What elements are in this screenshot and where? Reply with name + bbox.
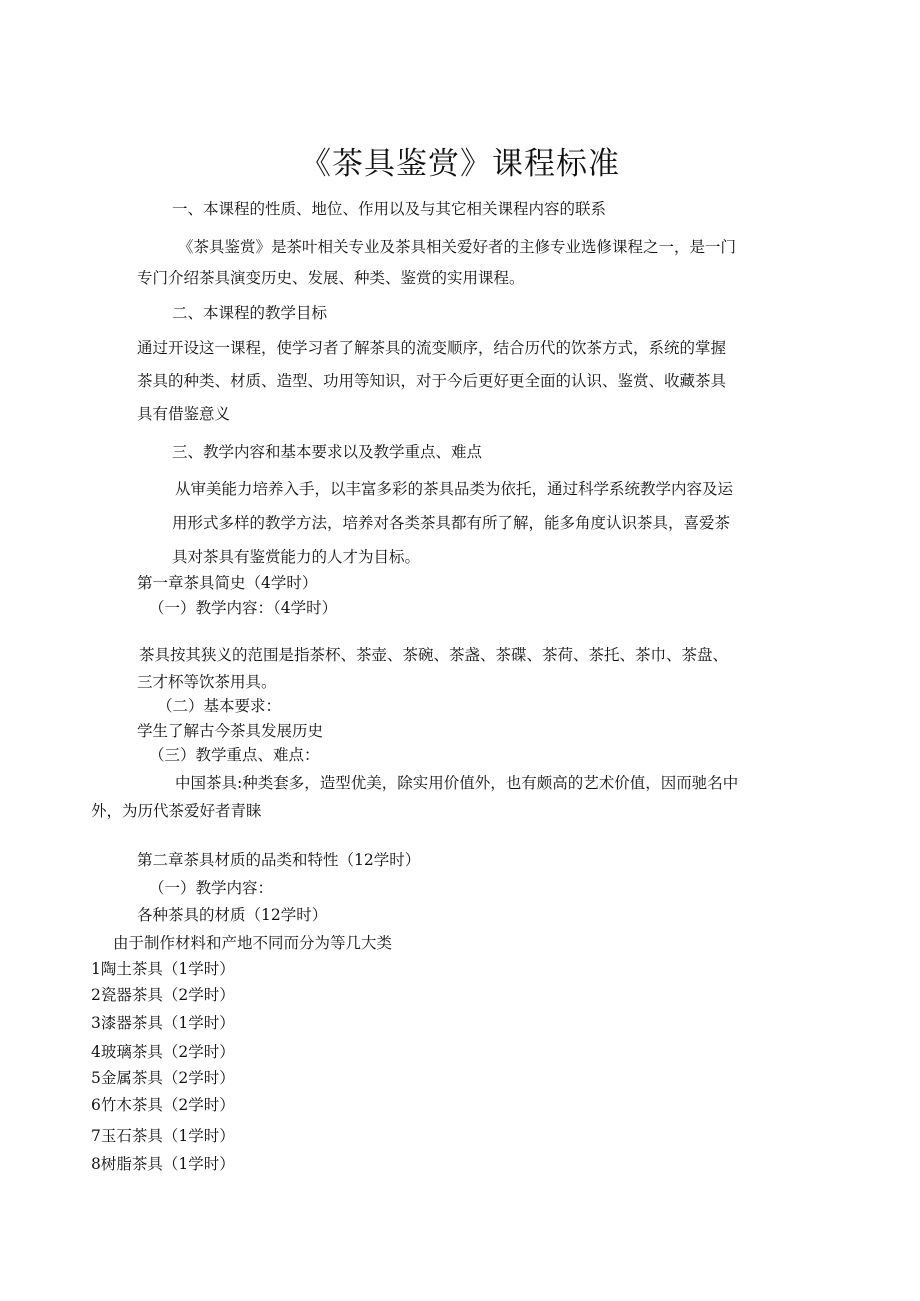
chapter1-requirement: 学生了解古今茶具发展历史 — [137, 722, 324, 740]
chapter2-heading: 第二章茶具材质的品类和特性（12学时） — [137, 851, 421, 869]
material-list-item: 5金属茶具（2学时） — [91, 1069, 235, 1087]
chapter1-content-line: 三才杯等饮茶用具。 — [137, 673, 277, 691]
material-list-item: 1陶土茶具（1学时） — [91, 960, 235, 978]
chapter2-intro: 由于制作材料和产地不同而分为等几大类 — [113, 934, 393, 952]
section2-body-line: 茶具的种类、材质、造型、功用等知识，对于今后更好更全面的认识、鉴赏、收藏茶具 — [137, 372, 727, 390]
document-title: 《茶具鉴赏》课程标准 — [300, 146, 620, 182]
section3-body-line: 用形式多样的教学方法，培养对各类茶具都有所了解，能多角度认识茶具，喜爱茶 — [172, 514, 731, 532]
chapter1-heading: 第一章茶具简史（4学时） — [137, 574, 318, 592]
section1-body-line: 专门介绍茶具演变历史、发展、种类、鉴赏的实用课程。 — [137, 269, 525, 287]
material-list-item: 3漆器茶具（1学时） — [91, 1014, 235, 1032]
chapter2-subheading: 各种茶具的材质（12学时） — [137, 906, 328, 924]
chapter1-key-line: 外，为历代茶爱好者青睐 — [91, 802, 262, 820]
chapter2-content-label: （一）教学内容： — [149, 879, 274, 897]
section2-body-line: 具有借鉴意义 — [137, 405, 231, 423]
section3-heading: 三、教学内容和基本要求以及教学重点、难点 — [172, 443, 483, 461]
material-list-item: 4玻璃茶具（2学时） — [91, 1043, 235, 1061]
chapter1-key-label: （三）教学重点、难点： — [149, 746, 320, 764]
material-list-item: 6竹木茶具（2学时） — [91, 1096, 235, 1114]
chapter1-content-label: （一）教学内容：（4学时） — [149, 599, 338, 617]
material-list-item: 7玉石茶具（1学时） — [91, 1127, 235, 1145]
section3-body-line: 从审美能力培养入手，以丰富多彩的茶具品类为依托，通过科学系统教学内容及运 — [175, 480, 734, 498]
material-list-item: 8树脂茶具（1学时） — [91, 1155, 235, 1173]
section1-heading: 一、本课程的性质、地位、作用以及与其它相关课程内容的联系 — [172, 200, 607, 218]
section3-body-line: 具对茶具有鉴赏能力的人才为目标。 — [172, 548, 421, 566]
section2-heading: 二、本课程的教学目标 — [172, 304, 328, 322]
chapter1-requirement-label: （二）基本要求： — [157, 697, 282, 715]
section2-body-line: 通过开设这一课程，使学习者了解茶具的流变顺序，结合历代的饮茶方式，系统的掌握 — [137, 339, 727, 357]
chapter1-key-line: 中国茶具:种类套多，造型优美，除实用价值外，也有颇高的艺术价值，因而驰名中 — [175, 774, 739, 792]
section1-body-line: 《茶具鉴赏》是茶叶相关专业及茶具相关爱好者的主修专业选修课程之一，是一门 — [178, 238, 737, 256]
material-list-item: 2瓷器茶具（2学时） — [91, 986, 235, 1004]
chapter1-content-line: 茶具按其狭义的范围是指茶杯、茶壶、茶碗、茶盏、茶碟、茶荷、茶托、茶巾、茶盘、 — [139, 646, 729, 664]
